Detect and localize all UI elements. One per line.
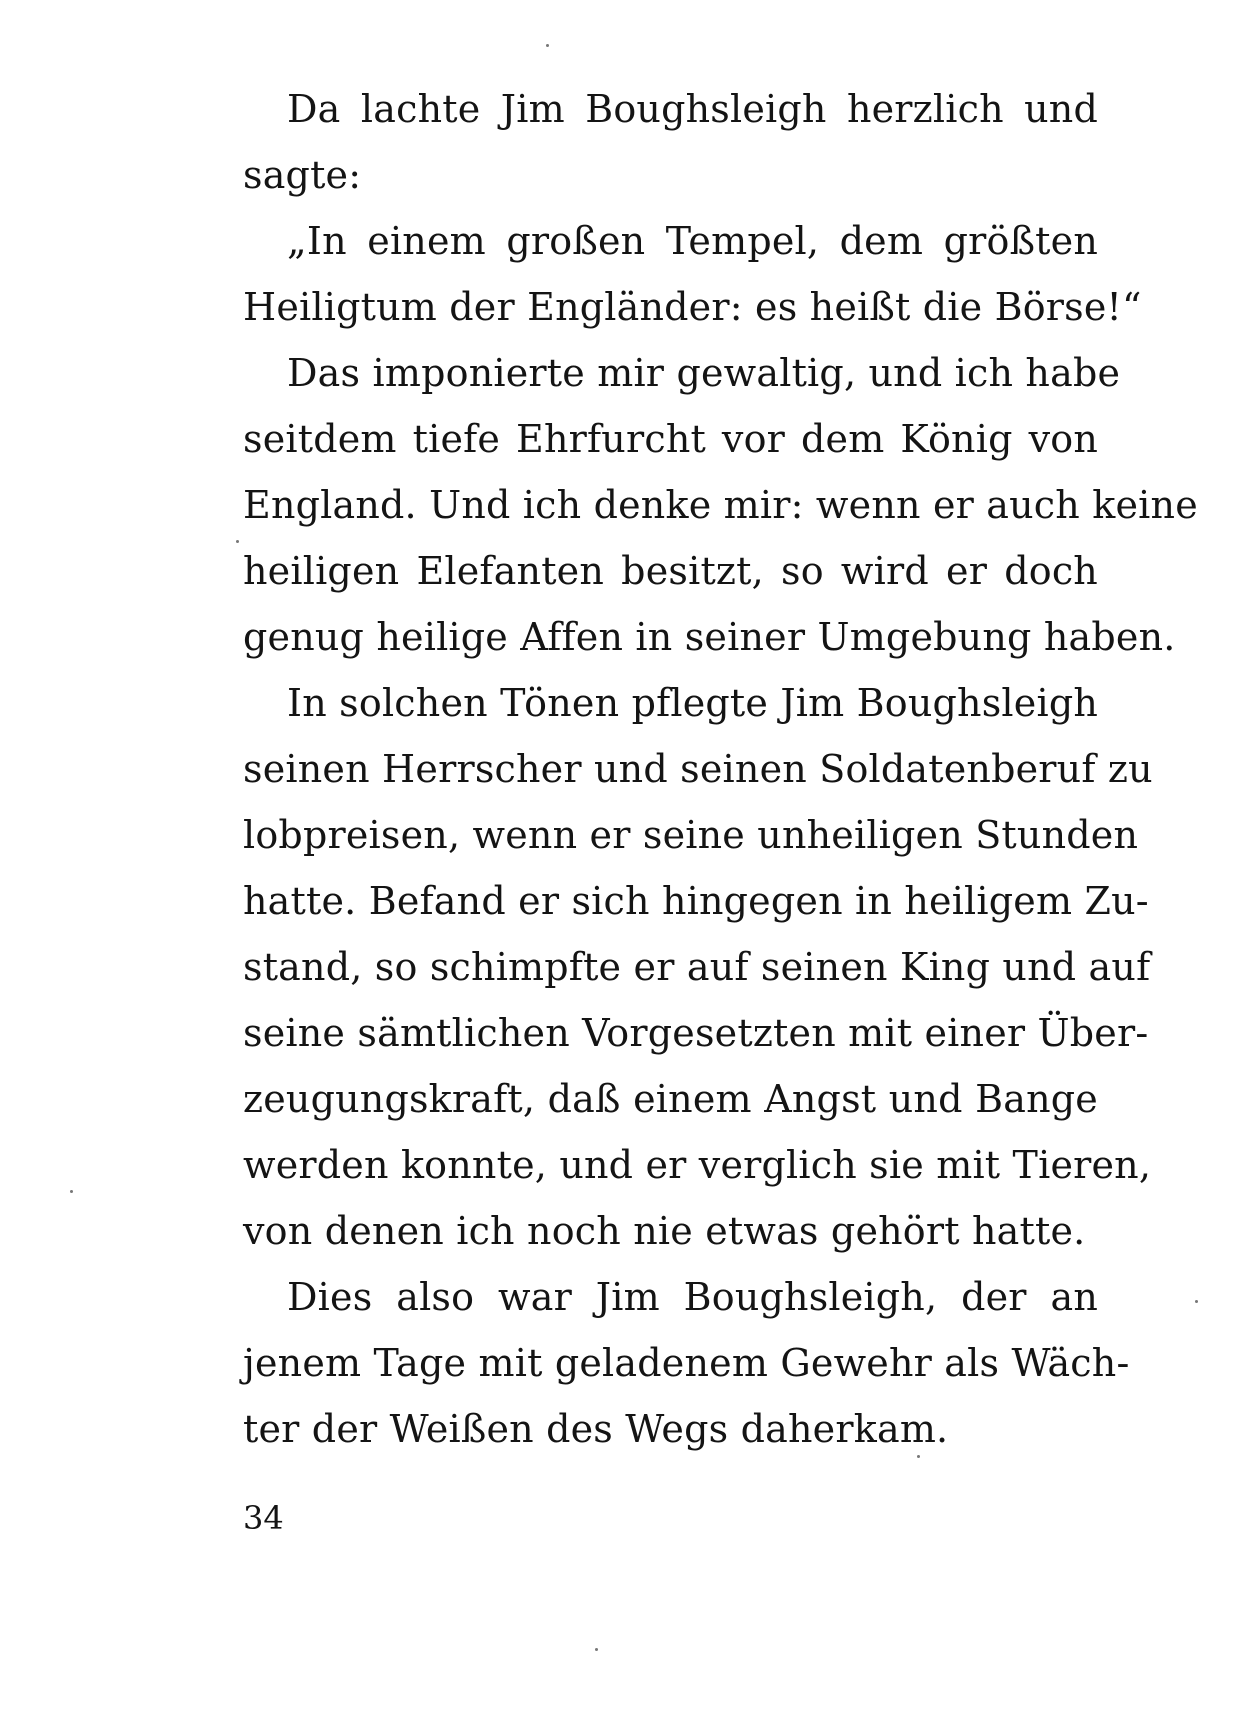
text-line: stand, so schimpfte er auf seinen King und auf xyxy=(243,945,1151,989)
text-line: seitdem tiefe Ehrfurcht vor dem König von xyxy=(243,417,1098,461)
text-line: „In einem großen Tempel, dem größten xyxy=(287,219,1098,263)
text-line: Dies also war Jim Boughsleigh, der an xyxy=(287,1275,1098,1319)
text-line: jenem Tage mit geladenem Gewehr als Wäch- xyxy=(243,1341,1130,1385)
text-line: Heiligtum der Engländer: es heißt die Börse!“ xyxy=(243,285,1142,329)
scan-speck xyxy=(236,540,239,543)
text-line: lobpreisen, wenn er seine unheiligen Stunden xyxy=(243,813,1139,857)
text-line: zeugungskraft, daß einem Angst und Bange xyxy=(243,1077,1098,1121)
text-line: seine sämtlichen Vorgesetzten mit einer Über- xyxy=(243,1011,1149,1055)
text-line: genug heilige Affen in seiner Umgebung haben. xyxy=(243,615,1176,659)
text-line: In solchen Tönen pflegte Jim Boughsleigh xyxy=(287,681,1099,725)
text-line: Das imponierte mir gewaltig, und ich habe xyxy=(287,351,1121,395)
text-line: werden konnte, und er verglich sie mit Tieren, xyxy=(243,1143,1152,1187)
page-number: 34 xyxy=(243,1499,284,1537)
text-line: sagte: xyxy=(243,153,362,197)
text-line: von denen ich noch nie etwas gehört hatte. xyxy=(243,1209,1086,1253)
body-text xyxy=(243,76,1198,1462)
scan-speck xyxy=(917,1455,920,1458)
text-line: seinen Herrscher und seinen Soldatenberuf zu xyxy=(243,747,1153,791)
text-line: England. Und ich denke mir: wenn er auch keine xyxy=(243,483,1198,527)
text-line: hatte. Befand er sich hingegen in heiligem Zu- xyxy=(243,879,1149,923)
scan-speck xyxy=(595,1648,598,1651)
scan-speck xyxy=(546,44,549,47)
scan-speck xyxy=(1195,1300,1198,1303)
text-line: heiligen Elefanten besitzt, so wird er doch xyxy=(243,549,1098,593)
text-line: Da lachte Jim Boughsleigh herzlich und xyxy=(287,87,1098,131)
scan-speck xyxy=(70,1190,73,1193)
text-line: ter der Weißen des Wegs daherkam. xyxy=(243,1407,949,1451)
